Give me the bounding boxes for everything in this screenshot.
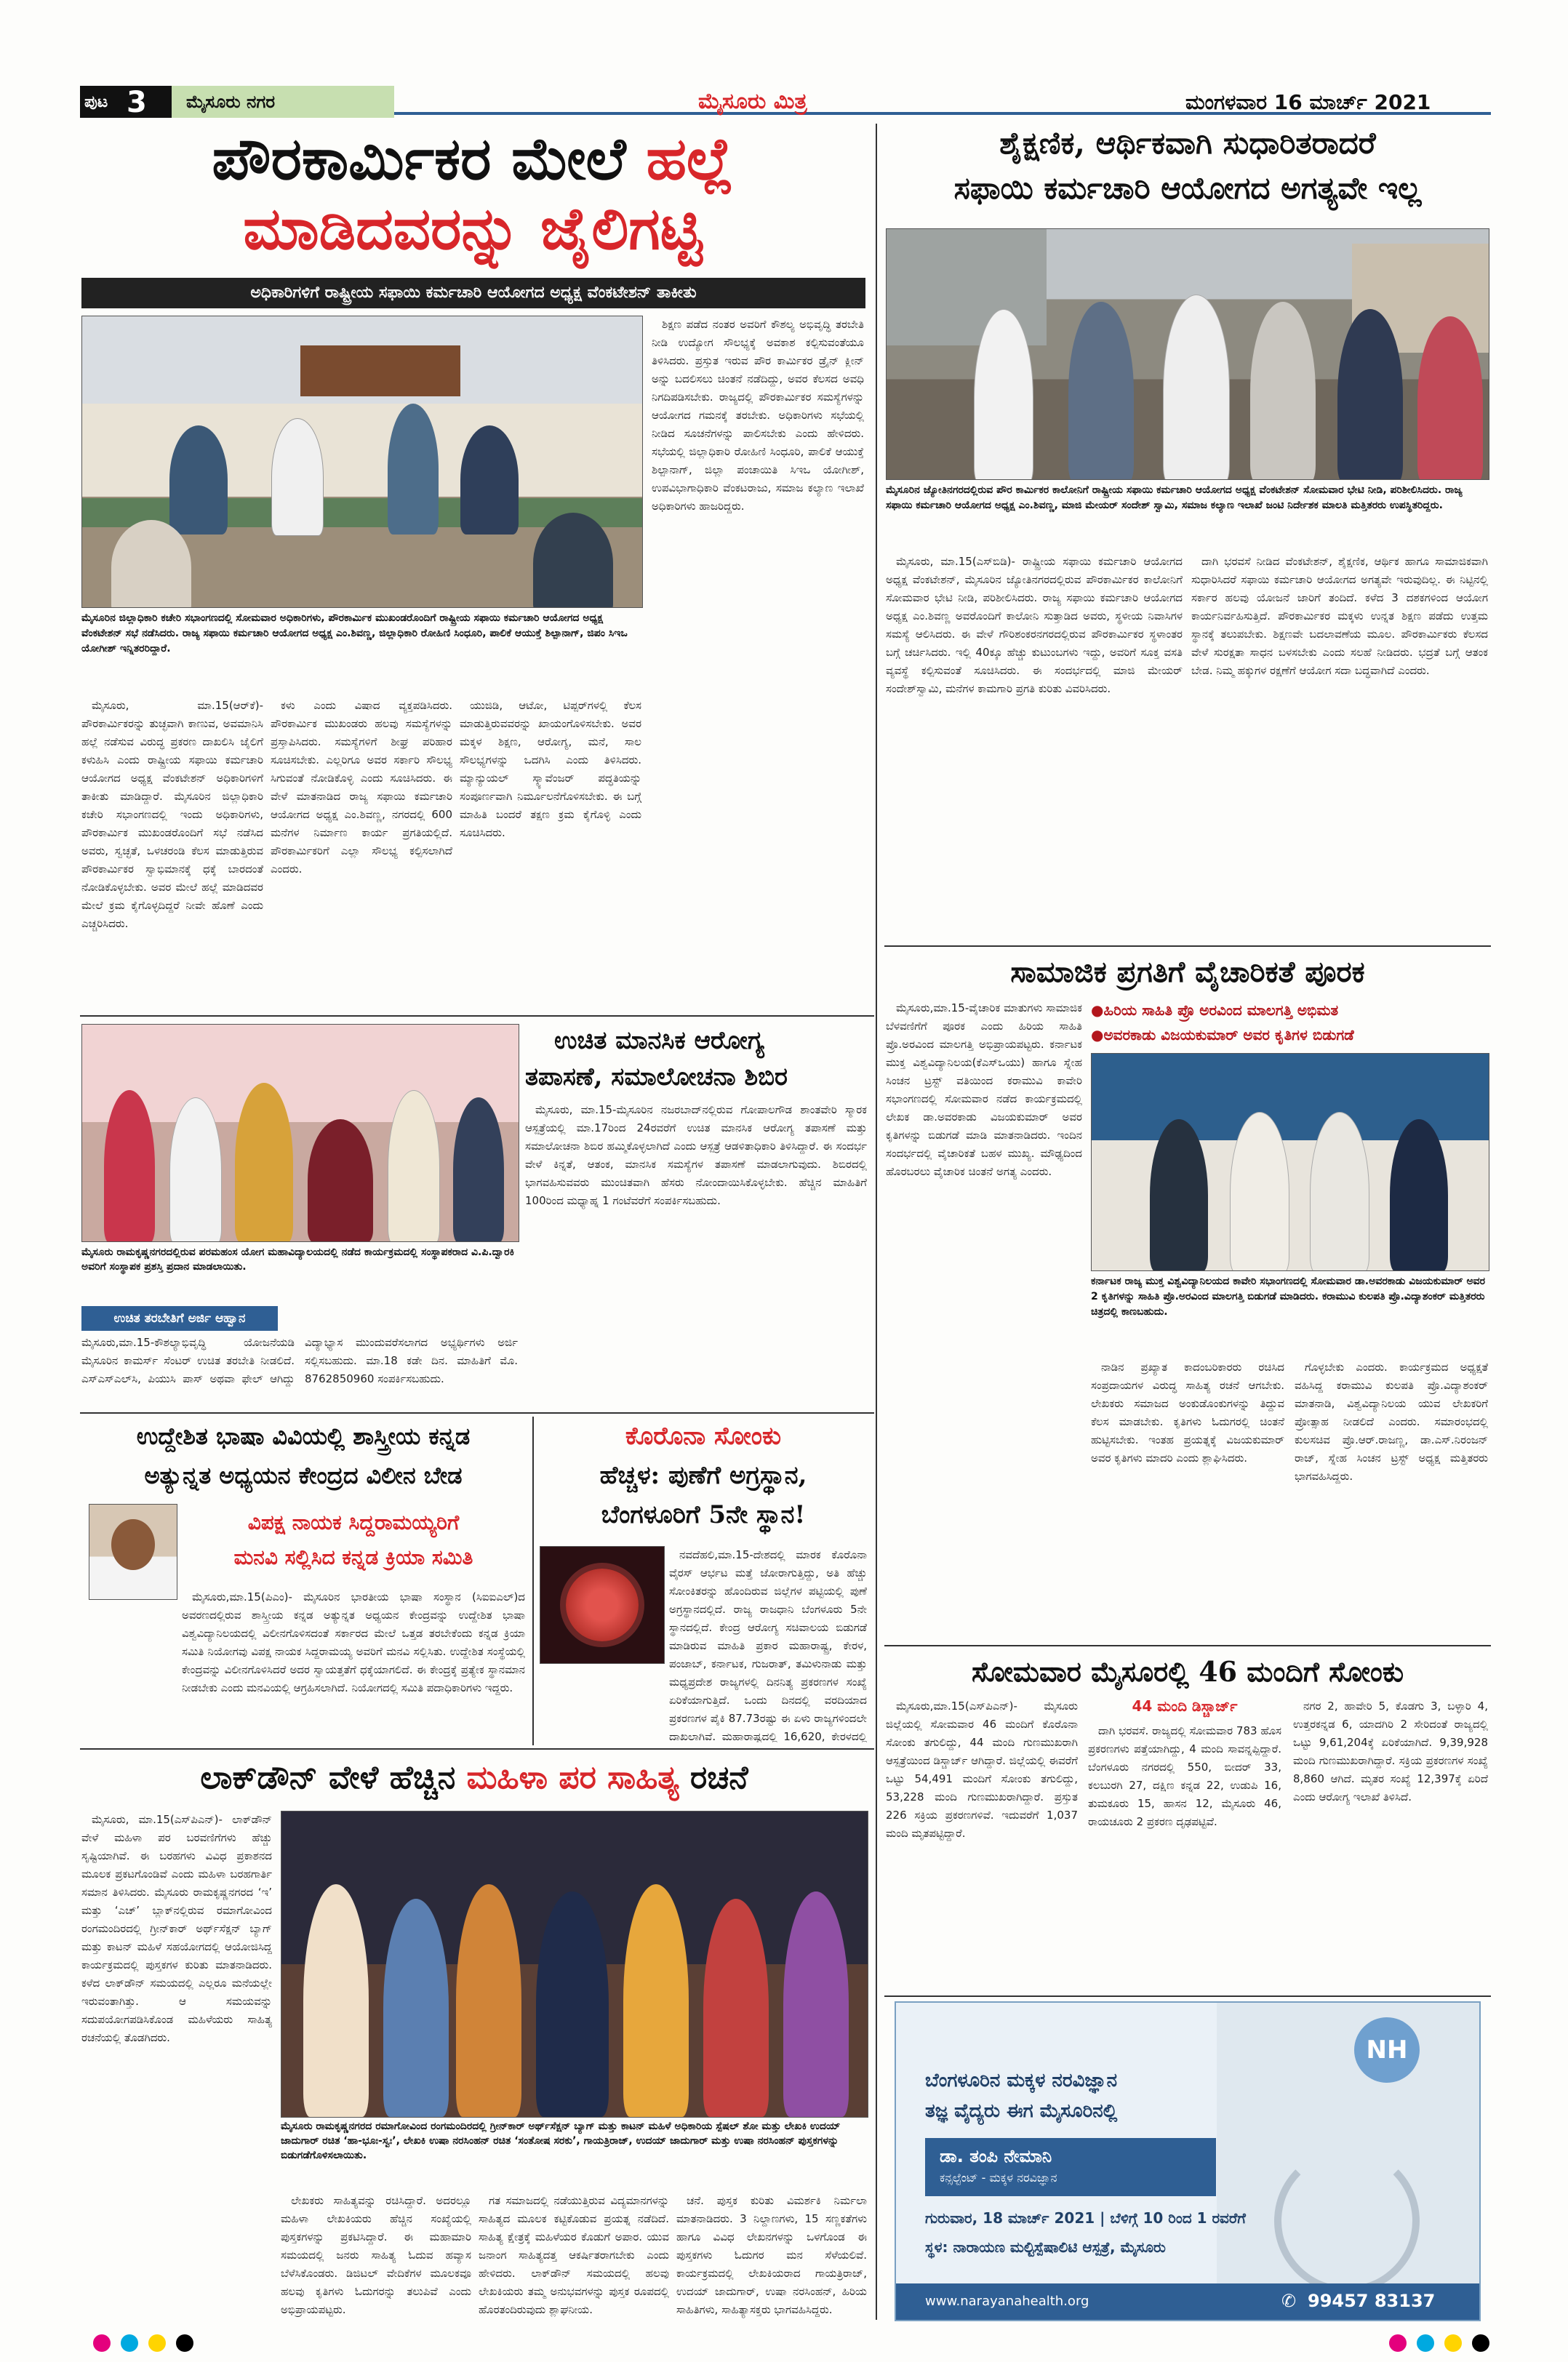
book-release-photo — [281, 1811, 868, 2118]
lead-headline-line-2: ಮಾಡಿದವರನ್ನು ಜೈಲಿಗಟ್ಟಿ — [243, 194, 703, 263]
book-launch-photo — [1091, 1053, 1489, 1271]
virus-icon — [566, 1569, 639, 1641]
masthead — [80, 86, 1491, 118]
doctor-box — [925, 2138, 1216, 2196]
page-date: ಮಂಗಳವಾರ 16 ಮಾರ್ಚ್ 2021 — [1185, 90, 1431, 114]
registration-dot — [1472, 2334, 1489, 2352]
lead-headline-line-1: ಪೌರಕಾರ್ಮಿಕರ ಮೇಲೆ ಹಲ್ಲೆ — [212, 124, 734, 193]
lead-photo-caption: ಮೈಸೂರಿನ ಜಿಲ್ಲಾಧಿಕಾರಿ ಕಚೇರಿ ಸಭಾಂಗಣದಲ್ಲಿ ಸೋಮವಾರ ಅಧಿಕಾರಿಗಳು, ಪೌರಕಾರ್ಮಿಕ ಮುಖಂಡರೊಂದಿಗೆ ರಾಷ್ಟ್ರೀಯ ಸಫಾಯಿ ಕರ್ಮಚಾರಿ ಆಯೋಗದ ಅಧ್ಯಕ್ಷ ವೆಂಕಟೇಶನ್ ಸಭೆ ನಡೆಸಿದರು. ರಾಜ್ಯ ಸಫಾಯಿ ಕರ್ಮಚಾರಿ ಆಯೋಗದ ಅಧ್ಯಕ್ಷ ಎಂ.ಶಿವಣ್ಣ, ಜಿಲ್ಲಾಧಿಕಾರಿ ರೋಹಿಣಿ ಸಿಂಧೂರಿ, ಪಾಲಿಕೆ ಆಯುಕ್ತೆ ಶಿಲ್ಪಾನಾಗ್, ಜಿಪಂ ಸಿಇಒ ಯೋಗೀಶ್ ಇನ್ನಿತರರಿದ್ದಾರೆ. — [81, 612, 628, 654]
paper-name: ಮೈಸೂರು ಮಿತ್ರ — [698, 89, 807, 114]
ad-phone: 99457 83137 — [1308, 2291, 1436, 2311]
corona-body-lower — [540, 1668, 663, 1742]
colony-visit-photo — [886, 228, 1489, 480]
social-body-col-2: ನಾಡಿನ ಪ್ರಖ್ಯಾತ ಕಾದಂಬರಿಕಾರರು ರಚಿಸಿದ ಸಂಪ್ರದಾಯಗಳ ವಿರುದ್ಧ ಸಾಹಿತ್ಯ ರಚನೆ ಆಗಬೇಕು. ಲೇಖಕರು ಸಮಾಜದ ಅಂಕುಡೊಂಕುಗಳನ್ನು ತಿದ್ದುವ ಕೆಲಸ ಮಾಡಬೇಕು. ಕೃತಿಗಳು ಓದುಗರಲ್ಲಿ ಚಿಂತನೆ ಹುಟ್ಟಿಸಬೇಕು. ಇಂತಹ ಪ್ರಯತ್ನಕ್ಕೆ ವಿಜಯಕುಮಾರ್ ಅವರ ಕೃತಿಗಳು ಮಾದರಿ ಎಂದು ಶ್ಲಾಘಿಸಿದರು. — [1091, 1361, 1284, 1465]
coronavirus-image — [540, 1546, 665, 1664]
registration-dot — [121, 2334, 138, 2352]
language-kicker: ವಿಪಕ್ಷ ನಾಯಕ ಸಿದ್ದರಾಮಯ್ಯರಿಗೆ ಮನವಿ ಸಲ್ಲಿಸಿದ ಕನ್ನಡ ಕ್ರಿಯಾ ಸಮಿತಿ — [233, 1510, 473, 1569]
language-body: ಮೈಸೂರು,ಮಾ.15(ಪಿಎಂ)- ಮೈಸೂರಿನ ಭಾರತೀಯ ಭಾಷಾ ಸಂಸ್ಥಾನ (ಸಿಐಐಎಲ್)ದ ಅವರಣದಲ್ಲಿರುವ ಶಾಸ್ತ್ರೀಯ ಕನ್ನಡ ಅತ್ಯುನ್ನತ ಅಧ್ಯಯನ ಕೇಂದ್ರವನ್ನು ಉದ್ದೇಶಿತ ಭಾಷಾ ವಿಶ್ವವಿದ್ಯಾನಿಲಯದಲ್ಲಿ ವಿಲೀನಗೊಳಿಸದಂತೆ ಸರ್ಕಾರದ ಮೇಲೆ ಒತ್ತಡ ತರಬೇಕೆಂದು ಕನ್ನಡ ಕ್ರಿಯಾ ಸಮಿತಿ ನಿಯೋಗವು ವಿಪಕ್ಷ ನಾಯಕ ಸಿದ್ದರಾಮಯ್ಯ ಅವರಿಗೆ ಮನವಿ ಸಲ್ಲಿಸಿತು. ಉದ್ದೇಶಿತ ಸಂಸ್ಥೆಯಲ್ಲಿ ಕೇಂದ್ರವನ್ನು ವಿಲೀನಗೊಳಿಸಿದರೆ ಅದರ ಸ್ವಾಯತ್ತತೆಗೆ ಧಕ್ಕೆಯಾಗಲಿದೆ. ಈ ಕೇಂದ್ರಕ್ಕೆ ಪ್ರತ್ಯೇಕ ಸ್ಥಾನಮಾನ ನೀಡಬೇಕು ಎಂದು ಮನವಿಯಲ್ಲಿ ಆಗ್ರಹಿಸಲಾಗಿದೆ. ನಿಯೋಗದಲ್ಲಿ ಸಮಿತಿ ಪದಾಧಿಕಾರಿಗಳು ಇದ್ದರು. — [182, 1590, 525, 1694]
right-top-body-col-1: ಮೈಸೂರು, ಮಾ.15(ಎಸ್‌ಬಿಡಿ)- ರಾಷ್ಟ್ರೀಯ ಸಫಾಯಿ ಕರ್ಮಚಾರಿ ಆಯೋಗದ ಅಧ್ಯಕ್ಷ ವೆಂಕಟೇಶನ್, ಮೈಸೂರಿನ ಜ್ಯೋತಿನಗರದಲ್ಲಿರುವ ಪೌರಕಾರ್ಮಿಕರ ಕಾಲೋನಿಗೆ ಸೋಮವಾರ ಭೇಟಿ ನೀಡಿ, ಪರಿಶೀಲಿಸಿದರು. ರಾಜ್ಯ ಸಫಾಯಿ ಕರ್ಮಚಾರಿ ಆಯೋಗದ ಅಧ್ಯಕ್ಷ ಎಂ.ಶಿವಣ್ಣ ಅವರೊಂದಿಗೆ ಕಾಲೋನಿ ಸುತ್ತಾಡಿದ ಅವರು, ಸ್ಥಳೀಯ ನಿವಾಸಿಗಳ ಸಮಸ್ಯೆ ಆಲಿಸಿದರು. ಈ ವೇಳೆ ಗೌರಿಶಂಕರನಗರದಲ್ಲಿರುವ ಪೌರಕಾರ್ಮಿಕರ ಸ್ಥಳಾಂತರ ಬಗ್ಗೆ ಚರ್ಚಿಸಿದರು. ಇಲ್ಲಿ 40ಕ್ಕೂ ಹೆಚ್ಚು ಕುಟುಂಬಗಳು ಇದ್ದು, ಅವರಿಗೆ ಸೂಕ್ತ ವಸತಿ ವ್ಯವಸ್ಥೆ ಕಲ್ಪಿಸುವಂತೆ ಸೂಚಿಸಿದರು. ಈ ಸಂದರ್ಭದಲ್ಲಿ ಮಾಜಿ ಮೇಯರ್ ಸಂದೇಶ್‌ಸ್ವಾಮಿ, ಮನೆಗಳ ಕಾಮಗಾರಿ ಪ್ರಗತಿ ಕುರಿತು ವಿವರಿಸಿದರು. — [886, 555, 1183, 695]
literature-headline: ಲಾಕ್‌ಡೌನ್ ವೇಳೆ ಹೆಚ್ಚಿನ ಮಹಿಳಾ ಪರ ಸಾಹಿತ್ಯ ರಚನೆ — [200, 1759, 748, 1796]
language-body-lower — [81, 1604, 176, 1745]
health-camp-headline: ಉಚಿತ ಮಾನಸಿಕ ಆರೋಗ್ಯ ತಪಾಸಣೆ, ಸಮಾಲೋಚನಾ ಶಿಬಿರ — [525, 1026, 788, 1092]
page-number: 3 — [127, 86, 147, 119]
registration-dot — [93, 2334, 111, 2352]
covid-body-col-3: ನಗರ 2, ಹಾವೇರಿ 5, ಕೊಡಗು 3, ಬಳ್ಳಾರಿ 4, ಉತ್ತರಕನ್ನಡ 6, ಯಾದಗಿರಿ 2 ಸೇರಿದಂತೆ ರಾಜ್ಯದಲ್ಲಿ ಒಟ್ಟು 9,61,204ಕ್ಕೆ ಏರಿಕೆಯಾಗಿದೆ. 9,39,928 ಮಂದಿ ಗುಣಮುಖರಾಗಿದ್ದಾರೆ. ಸಕ್ರಿಯ ಪ್ರಕರಣಗಳ ಸಂಖ್ಯೆ 8,860 ಆಗಿದೆ. ಮೃತರ ಸಂಖ್ಯೆ 12,397ಕ್ಕೆ ಏರಿದೆ ಎಂದು ಆರೋಗ್ಯ ಇಲಾಖೆ ತಿಳಿಸಿದೆ. — [1293, 1700, 1488, 1803]
language-headline: ಉದ್ದೇಶಿತ ಭಾಷಾ ವಿವಿಯಲ್ಲಿ ಶಾಸ್ತ್ರೀಯ ಕನ್ನಡ ಅತ್ಯುನ್ನತ ಅಧ್ಯಯನ ಕೇಂದ್ರದ ವಿಲೀನ ಬೇಡ — [136, 1422, 471, 1489]
book-launch-caption: ಕರ್ನಾಟಕ ರಾಜ್ಯ ಮುಕ್ತ ವಿಶ್ವವಿದ್ಯಾನಿಲಯದ ಕಾವೇರಿ ಸಭಾಂಗಣದಲ್ಲಿ ಸೋಮವಾರ ಡಾ.ಅವರಕಾಡು ವಿಜಯಕುಮಾರ್ ಅವರ 2 ಕೃತಿಗಳನ್ನು ಸಾಹಿತಿ ಪ್ರೊ.ಅರವಿಂದ ಮಾಲಗತ್ತಿ ಬಿಡುಗಡೆ ಮಾಡಿದರು. ಕರಾಮುವಿ ಕುಲಪತಿ ಪ್ರೊ.ವಿದ್ಯಾಶಂಕರ್ ಮತ್ತಿತರರು ಚಿತ್ರದಲ್ಲಿ ಕಾಣಬಹುದು. — [1091, 1276, 1486, 1318]
covid-body-col-1: ಮೈಸೂರು,ಮಾ.15(ಎಸ್‌ಪಿಎನ್)- ಮೈಸೂರು ಜಿಲ್ಲೆಯಲ್ಲಿ ಸೋಮವಾರ 46 ಮಂದಿಗೆ ಕೊರೊನಾ ಸೋಂಕು ತಗುಲಿದ್ದು, 44 ಮಂದಿ ಗುಣಮುಖರಾಗಿ ಆಸ್ಪತ್ರೆಯಿಂದ ಡಿಸ್ಚಾರ್ಜ್ ಆಗಿದ್ದಾರೆ. ಜಿಲ್ಲೆಯಲ್ಲಿ ಈವರೆಗೆ ಒಟ್ಟು 54,491 ಮಂದಿಗೆ ಸೋಂಕು ತಗುಲಿದ್ದು, 53,228 ಮಂದಿ ಗುಣಮುಖರಾಗಿದ್ದಾರೆ. ಪ್ರಸ್ತುತ 226 ಸಕ್ರಿಯ ಪ್ರಕರಣಗಳಿವೆ. ಇದುವರೆಗೆ 1,037 ಮಂದಿ ಮೃತಪಟ್ಟಿದ್ದಾರೆ. — [886, 1700, 1078, 1840]
literature-body-col-3: ಗತ ಸಮಾಜದಲ್ಲಿ ನಡೆಯುತ್ತಿರುವ ವಿದ್ಯಮಾನಗಳನ್ನು ಸಾಹಿತ್ಯದ ಮೂಲಕ ಕಟ್ಟಿಕೊಡುವ ಪ್ರಯತ್ನ ನಡೆದಿದೆ. ಸಾಹಿತ್ಯ ಕ್ಷೇತ್ರಕ್ಕೆ ಮಹಿಳೆಯರ ಕೊಡುಗೆ ಅಪಾರ. ಯುವ ಜನಾಂಗ ಸಾಹಿತ್ಯದತ್ತ ಆಕರ್ಷಿತರಾಗಬೇಕು ಎಂದು ಹೇಳಿದರು. ಲಾಕ್‌ಡೌನ್ ಸಮಯದಲ್ಲಿ ಹಲವು ಲೇಖಕಿಯರು ತಮ್ಮ ಅನುಭವಗಳನ್ನು ಪುಸ್ತಕ ರೂಪದಲ್ಲಿ ಹೊರತಂದಿರುವುದು ಶ್ಲಾಘನೀಯ. — [479, 2194, 669, 2316]
literature-body-col-2: ಲೇಖಕರು ಸಾಹಿತ್ಯವನ್ನು ರಚಿಸಿದ್ದಾರೆ. ಅದರಲ್ಲೂ ಮಹಿಳಾ ಲೇಖಕಿಯರು ಹೆಚ್ಚಿನ ಸಂಖ್ಯೆಯಲ್ಲಿ ಪುಸ್ತಕಗಳನ್ನು ಪ್ರಕಟಿಸಿದ್ದಾರೆ. ಈ ಮಹಾಮಾರಿ ಸಮಯದಲ್ಲಿ ಜನರು ಸಾಹಿತ್ಯ ಓದುವ ಹವ್ಯಾಸ ಬೆಳೆಸಿಕೊಂಡರು. ಡಿಜಿಟಲ್ ವೇದಿಕೆಗಳ ಮೂಲಕವೂ ಹಲವು ಕೃತಿಗಳು ಓದುಗರನ್ನು ತಲುಪಿವೆ ಎಂದು ಅಭಿಪ್ರಾಯಪಟ್ಟರು. — [281, 2194, 471, 2316]
doctor-title: ಕನ್ಸಲ್ಟೆಂಟ್ - ಮಕ್ಕಳ ನರವಿಜ್ಞಾನ — [940, 2171, 1057, 2185]
social-headline: ಸಾಮಾಜಿಕ ಪ್ರಗತಿಗೆ ವೈಚಾರಿಕತೆ ಪೂರಕ — [1010, 955, 1365, 989]
award-photo-caption: ಮೈಸೂರು ರಾಮಕೃಷ್ಣನಗರದಲ್ಲಿರುವ ಪರಮಹಂಸ ಯೋಗ ಮಹಾವಿದ್ಯಾಲಯದಲ್ಲಿ ನಡೆದ ಕಾರ್ಯಕ್ರಮದಲ್ಲಿ ಸಂಸ್ಥಾಪಕರಾದ ವಿ.ಪಿ.ದ್ವಾರಕಿ ಅವರಿಗೆ ಸಂಸ್ಥಾಪಕ ಪ್ರಶಸ್ತಿ ಪ್ರದಾನ ಮಾಡಲಾಯಿತು. — [81, 1246, 515, 1273]
ad-venue: ಸ್ಥಳ: ನಾರಾಯಣ ಮಲ್ಟಿಸ್ಪೆಷಾಲಿಟಿ ಆಸ್ಪತ್ರೆ, ಮೈಸೂರು — [925, 2238, 1166, 2256]
phone-icon: ✆ — [1281, 2291, 1297, 2311]
literature-body-col-4: ಚನೆ. ಪುಸ್ತಕ ಕುರಿತು ವಿಮರ್ಶಕಿ ನಿರ್ಮಲಾ ಮಾತನಾಡಿದರು. 3 ನಿಲ್ದಾಣಗಳು, 15 ಸಣ್ಣಕತೆಗಳು ಹಾಗೂ ವಿವಿಧ ಲೇಖನಗಳನ್ನು ಒಳಗೊಂಡ ಈ ಪುಸ್ತಕಗಳು ಓದುಗರ ಮನ ಸೆಳೆಯಲಿವೆ. ಕಾರ್ಯಕ್ರಮದಲ್ಲಿ ಲೇಖಕಿಯರಾದ ಗಾಯತ್ರಿರಾಜ್, ಉದಯ್ ಜಾದುಗಾರ್, ಉಷಾ ನರಸಿಂಹನ್, ಹಿರಿಯ ಸಾಹಿತಿಗಳು, ಸಾಹಿತ್ಯಾಸಕ್ತರು ಭಾಗವಹಿಸಿದ್ದರು. — [676, 2194, 867, 2316]
award-ceremony-photo — [81, 1024, 519, 1242]
registration-dot — [148, 2334, 166, 2352]
right-top-body-col-2: ದಾಗಿ ಭರವಸೆ ನೀಡಿದ ವೆಂಕಟೇಶನ್, ಶೈಕ್ಷಣಿಕ, ಆರ್ಥಿಕ ಹಾಗೂ ಸಾಮಾಜಿಕವಾಗಿ ಸುಧಾರಿಸಿದರೆ ಸಫಾಯಿ ಕರ್ಮಚಾರಿ ಆಯೋಗದ ಅಗತ್ಯವೇ ಇರುವುದಿಲ್ಲ. ಈ ನಿಟ್ಟಿನಲ್ಲಿ ಸರ್ಕಾರ ಹಲವು ಯೋಜನೆ ಜಾರಿಗೆ ತಂದಿದೆ. ಕಳೆದ 3 ದಶಕಗಳಿಂದ ಆಯೋಗ ಕಾರ್ಯನಿರ್ವಹಿಸುತ್ತಿದೆ. ಪೌರಕಾರ್ಮಿಕರ ಮಕ್ಕಳು ಉನ್ನತ ಶಿಕ್ಷಣ ಪಡೆದು ಉತ್ತಮ ಸ್ಥಾನಕ್ಕೆ ತಲುಪಬೇಕು. ಶಿಕ್ಷಣವೇ ಬದಲಾವಣೆಯ ಮೂಲ. ಪೌರಕಾರ್ಮಿಕರು ಕೆಲಸದ ವೇಳೆ ಸುರಕ್ಷತಾ ಸಾಧನ ಬಳಸಬೇಕು ಎಂದು ಸಲಹೆ ನೀಡಿದರು. ಭದ್ರತೆ ಬಗ್ಗೆ ಆತಂಕ ಬೇಡ. ನಿಮ್ಮ ಹಕ್ಕುಗಳ ರಕ್ಷಣೆಗೆ ಆಯೋಗ ಸದಾ ಬದ್ಧವಾಗಿದೆ ಎಂದರು. — [1191, 555, 1488, 677]
corona-body: ನವದೆಹಲಿ,ಮಾ.15-ದೇಶದಲ್ಲಿ ಮಾರಕ ಕೊರೊನಾ ವೈರಸ್ ಆರ್ಭಟ ಮತ್ತೆ ಜೋರಾಗುತ್ತಿದ್ದು, ಅತಿ ಹೆಚ್ಚು ಸೋಂಕಿತರನ್ನು ಹೊಂದಿರುವ ಜಿಲ್ಲೆಗಳ ಪಟ್ಟಿಯಲ್ಲಿ ಪುಣೆ ಅಗ್ರಸ್ಥಾನದಲ್ಲಿದೆ. ರಾಜ್ಯ ರಾಜಧಾನಿ ಬೆಂಗಳೂರು 5ನೇ ಸ್ಥಾನದಲ್ಲಿದೆ. ಕೇಂದ್ರ ಆರೋಗ್ಯ ಸಚಿವಾಲಯ ಬಿಡುಗಡೆ ಮಾಡಿರುವ ಮಾಹಿತಿ ಪ್ರಕಾರ ಮಹಾರಾಷ್ಟ್ರ, ಕೇರಳ, ಪಂಜಾಬ್, ಕರ್ನಾಟಕ, ಗುಜರಾತ್, ತಮಿಳುನಾಡು ಮತ್ತು ಮಧ್ಯಪ್ರದೇಶ ರಾಜ್ಯಗಳಲ್ಲಿ ದಿನನಿತ್ಯ ಪ್ರಕರಣಗಳ ಸಂಖ್ಯೆ ಏರಿಕೆಯಾಗುತ್ತಿದೆ. ಒಂದು ದಿನದಲ್ಲಿ ವರದಿಯಾದ ಪ್ರಕರಣಗಳ ಪೈಕಿ 87.73ರಷ್ಟು ಈ ಏಳು ರಾಜ್ಯಗಳಿಂದಲೇ ದಾಖಲಾಗಿವೆ. ಮಹಾರಾಷ್ಟ್ರದಲ್ಲಿ 16,620, ಕೇರಳದಲ್ಲಿ — [669, 1548, 867, 1742]
book-release-caption: ಮೈಸೂರು ರಾಮಕೃಷ್ಣನಗರದ ರಮಾಗೋವಿಂದ ರಂಗಮಂದಿರದಲ್ಲಿ ಗ್ರೀನ್‌ಕಾರ್ ಅರ್ಥ್‌ಸೆಕ್ಷನ್ ಬ್ಯಾಗ್ ಮತ್ತು ಕಾಟನ್ ಮಹಿಳೆ ಅಧಿಕಾರಿಯ ಸ್ಪೆಷಲ್ ಶೋ ಮತ್ತು ಲೇಖಕಿ ಉದಯ್ ಜಾದುಗಾರ್ ರಚಿತ ‘ಹಾ-ಭೂಃ-ಸ್ವಃ’, ಲೇಖಕಿ ಉಷಾ ನರಸಿಂಹನ್ ರಚಿತ ‘ಸಂತೋಷ ಸರಕು’, ಗಾಯತ್ರಿರಾಜ್, ಉದಯ್ ಜಾದುಗಾರ್ ಮತ್ತು ಉಷಾ ನರಸಿಂಹನ್ ಪುಸ್ತಕಗಳನ್ನು ಬಿಡುಗಡೆಗೊಳಿಸಲಾಯಿತು. — [281, 2121, 841, 2161]
registration-dot — [1389, 2334, 1407, 2352]
lead-meeting-photo — [81, 316, 643, 608]
lead-body-col-3: ಯುಜಿಡಿ, ಆಟೋ, ಟಿಪ್ಪರ್‌ಗಳಲ್ಲಿ ಕೆಲಸ ಮಾಡುತ್ತಿರುವವರನ್ನು ಖಾಯಂಗೊಳಿಸಬೇಕು. ಅವರ ಮಕ್ಕಳ ಶಿಕ್ಷಣ, ಆರೋಗ್ಯ, ಮನೆ, ಸಾಲ ಸೌಲಭ್ಯಗಳನ್ನು ಒದಗಿಸಿ ಎಂದು ತಿಳಿಸಿದರು. ಮ್ಯಾನ್ಯುಯಲ್ ಸ್ಕ್ಯಾವೆಂಜರ್ ಪದ್ಧತಿಯನ್ನು ಸಂಪೂರ್ಣವಾಗಿ ನಿರ್ಮೂಲನೆಗೊಳಿಸಬೇಕು. ಈ ಬಗ್ಗೆ ಮಾಹಿತಿ ಬಂದರೆ ತಕ್ಷಣ ಕ್ರಮ ಕೈಗೊಳ್ಳಿ ಎಂದು ಸೂಚಿಸಿದರು. — [460, 699, 641, 839]
registration-dot — [1417, 2334, 1434, 2352]
ad-website: www.narayanahealth.org — [925, 2294, 1089, 2309]
corona-headline: ಕೊರೊನಾ ಸೋಂಕು ಹೆಚ್ಚಳ: ಪುಣೆಗೆ ಅಗ್ರಸ್ಥಾನ, ಬೆಂಗಳೂರಿಗೆ 5ನೇ ಸ್ಥಾನ! — [599, 1422, 807, 1529]
ad-schedule: ಗುರುವಾರ, 18 ಮಾರ್ಚ್ 2021 | ಬೆಳಿಗ್ಗೆ 10 ರಿಂದ 1 ರವರೆಗೆ — [925, 2209, 1246, 2227]
covid-subhead: 44 ಮಂದಿ ಡಿಸ್ಚಾರ್ಜ್ — [1132, 1697, 1238, 1715]
training-label: ಉಚಿತ ತರಬೇತಿಗೆ ಅರ್ಜಿ ಆಹ್ವಾನ — [81, 1306, 278, 1331]
health-camp-body: ಮೈಸೂರು, ಮಾ.15-ಮೈಸೂರಿನ ನಜರಬಾದ್‌ನಲ್ಲಿರುವ ಗೋಪಾಲಗೌಡ ಶಾಂತವೇರಿ ಸ್ಮಾರಕ ಆಸ್ಪತ್ರೆಯಲ್ಲಿ ಮಾ.17ರಿಂದ 24ರವರೆಗೆ ಉಚಿತ ಮಾನಸಿಕ ಆರೋಗ್ಯ ತಪಾಸಣೆ ಮತ್ತು ಸಮಾಲೋಚನಾ ಶಿಬಿರ ಹಮ್ಮಿಕೊಳ್ಳಲಾಗಿದೆ ಎಂದು ಆಸ್ಪತ್ರೆ ಆಡಳಿತಾಧಿಕಾರಿ ತಿಳಿಸಿದ್ದಾರೆ. ಈ ಸಂದರ್ಭ ವೇಳೆ ಕಿನ್ನತೆ, ಆತಂಕ, ಮಾನಸಿಕ ಸಮಸ್ಯೆಗಳ ತಪಾಸಣೆ ಮಾಡಲಾಗುವುದು. ಶಿಬಿರದಲ್ಲಿ ಭಾಗವಹಿಸುವವರು ಮುಂಚಿತವಾಗಿ ಹೆಸರು ನೋಂದಾಯಿಸಿಕೊಳ್ಳಬೇಕು. ಹೆಚ್ಚಿನ ಮಾಹಿತಿಗೆ 100ರಿಂದ ಮಧ್ಯಾಹ್ನ 1 ಗಂಟೆವರೆಗೆ ಸಂಪರ್ಕಿಸಬಹುದು. — [525, 1103, 867, 1207]
lead-body-col-1: ಮೈಸೂರು, ಮಾ.15(ಆರ್‌ಕೆ)- ಪೌರಕಾರ್ಮಿಕರನ್ನು ತುಚ್ಛವಾಗಿ ಕಾಣುವ, ಅವಮಾನಿಸಿ ಹಲ್ಲೆ ನಡೆಸುವ ವಿರುದ್ಧ ಪ್ರಕರಣ ದಾಖಲಿಸಿ ಜೈಲಿಗೆ ಕಳುಹಿಸಿ ಎಂದು ರಾಷ್ಟ್ರೀಯ ಸಫಾಯಿ ಕರ್ಮಚಾರಿ ಆಯೋಗದ ಅಧ್ಯಕ್ಷ ವೆಂಕಟೇಶನ್ ಅಧಿಕಾರಿಗಳಿಗೆ ತಾಕೀತು ಮಾಡಿದ್ದಾರೆ. ಮೈಸೂರಿನ ಜಿಲ್ಲಾಧಿಕಾರಿ ಕಚೇರಿ ಸಭಾಂಗಣದಲ್ಲಿ ಇಂದು ಅಧಿಕಾರಿಗಳು, ಪೌರಕಾರ್ಮಿಕ ಮುಖಂಡರೊಂದಿಗೆ ಸಭೆ ನಡೆಸಿದ ಅವರು, ಸ್ವಚ್ಛತೆ, ಒಳಚರಂಡಿ ಕೆಲಸ ಮಾಡುತ್ತಿರುವ ಪೌರಕಾರ್ಮಿಕರ ಸ್ವಾಭಿಮಾನಕ್ಕೆ ಧಕ್ಕೆ ಬಾರದಂತೆ ನೋಡಿಕೊಳ್ಳಬೇಕು. ಅವರ ಮೇಲೆ ಹಲ್ಲೆ ಮಾಡಿದವರ ಮೇಲೆ ಕ್ರಮ ಕೈಗೊಳ್ಳದಿದ್ದರೆ ನೀವೇ ಹೊಣೆ ಎಂದು ಎಚ್ಚರಿಸಿದರು. — [81, 699, 263, 930]
social-body-col-1: ಮೈಸೂರು,ಮಾ.15-ವೈಚಾರಿಕ ಮಾತುಗಳು ಸಾಮಾಜಿಕ ಬೆಳವಣಿಗೆಗೆ ಪೂರಕ ಎಂದು ಹಿರಿಯ ಸಾಹಿತಿ ಪ್ರೊ.ಅರವಿಂದ ಮಾಲಗತ್ತಿ ಅಭಿಪ್ರಾಯಪಟ್ಟರು. ಕರ್ನಾಟಕ ಮುಕ್ತ ವಿಶ್ವವಿದ್ಯಾನಿಲಯ(ಕೆಎಸ್‌ಒಯು) ಹಾಗೂ ಸ್ನೇಹ ಸಿಂಚನ ಟ್ರಸ್ಟ್ ವತಿಯಿಂದ ಕರಾಮುವಿ ಕಾವೇರಿ ಸಭಾಂಗಣದಲ್ಲಿ ಸೋಮವಾರ ನಡೆದ ಕಾರ್ಯಕ್ರಮದಲ್ಲಿ ಲೇಖಕ ಡಾ.ಅವರಕಾಡು ವಿಜಯಕುಮಾರ್ ಅವರ ಕೃತಿಗಳನ್ನು ಬಿಡುಗಡೆ ಮಾಡಿ ಮಾತನಾಡಿದರು. ಇಂದಿನ ಸಂದರ್ಭದಲ್ಲಿ ವೈಚಾರಿಕತೆ ಬಹಳ ಮುಖ್ಯ. ಮೌಢ್ಯದಿಂದ ಹೊರಬರಲು ವೈಚಾರಿಕ ಚಿಂತನೆ ಅಗತ್ಯ ಎಂದರು. — [886, 1001, 1082, 1178]
lead-headline — [80, 124, 865, 269]
right-top-headline: ಶೈಕ್ಷಣಿಕ, ಆರ್ಥಿಕವಾಗಿ ಸುಧಾರಿತರಾದರೆ ಸಫಾಯಿ ಕರ್ಮಚಾರಿ ಆಯೋಗದ ಅಗತ್ಯವೇ ಇಲ್ಲ — [953, 125, 1422, 206]
section-label-box — [172, 86, 394, 118]
headline-highlight: ಮಹಿಳಾ ಪರ ಸಾಹಿತ್ಯ — [466, 1759, 679, 1796]
ad-headline: ಬೆಂಗಳೂರಿನ ಮಕ್ಕಳ ನರವಿಜ್ಞಾನ ತಜ್ಞ ವೈದ್ಯರು ಈಗ ಮೈಸೂರಿನಲ್ಲಿ — [925, 2070, 1118, 2122]
section-label: ಮೈಸೂರು ನಗರ — [186, 92, 276, 112]
colony-photo-caption: ಮೈಸೂರಿನ ಜ್ಯೋತಿನಗರದಲ್ಲಿರುವ ಪೌರ ಕಾರ್ಮಿಕರ ಕಾಲೋನಿಗೆ ರಾಷ್ಟ್ರೀಯ ಸಫಾಯಿ ಕರ್ಮಚಾರಿ ಆಯೋಗದ ಅಧ್ಯಕ್ಷ ವೆಂಕಟೇಶನ್ ಸೋಮವಾರ ಭೇಟಿ ನೀಡಿ, ಪರಿಶೀಲಿಸಿದರು. ರಾಜ್ಯ ಸಫಾಯಿ ಕರ್ಮಚಾರಿ ಆಯೋಗದ ಅಧ್ಯಕ್ಷ ಎಂ.ಶಿವಣ್ಣ, ಮಾಜಿ ಮೇಯರ್ ಸಂದೇಶ್ ಸ್ವಾಮಿ, ಸಮಾಜ ಕಲ್ಯಾಣ ಇಲಾಖೆ ಜಂಟಿ ನಿರ್ದೇಶಕ ಮಾಲತಿ ಮತ್ತಿತರರು ಉಪಸ್ಥಿತರಿದ್ದರು. — [886, 484, 1463, 511]
covid-mysuru-headline: ಸೋಮವಾರ ಮೈಸೂರಲ್ಲಿ 46 ಮಂದಿಗೆ ಸೋಂಕು — [971, 1655, 1404, 1688]
page-number-box — [80, 86, 172, 118]
page-label: ಪುಟ — [84, 93, 108, 111]
covid-body-col-2: ದಾಗಿ ಭರವಸೆ. ರಾಜ್ಯದಲ್ಲಿ ಸೋಮವಾರ 783 ಹೊಸ ಪ್ರಕರಣಗಳು ಪತ್ತೆಯಾಗಿದ್ದು, 4 ಮಂದಿ ಸಾವನ್ನಪ್ಪಿದ್ದಾರೆ. ಬೆಂಗಳೂರು ನಗರದಲ್ಲಿ 550, ಬೀದರ್ 33, ಕಲಬುರಗಿ 27, ದಕ್ಷಿಣ ಕನ್ನಡ 22, ಉಡುಪಿ 16, ತುಮಕೂರು 15, ಹಾಸನ 12, ಮೈಸೂರು 46, ರಾಯಚೂರು 2 ಪ್ರಕರಣ ದೃಢಪಟ್ಟಿವೆ. — [1088, 1724, 1281, 1828]
registration-dot — [1444, 2334, 1462, 2352]
lead-subhead: ಅಧಿಕಾರಿಗಳಿಗೆ ರಾಷ್ಟ್ರೀಯ ಸಫಾಯಿ ಕರ್ಮಚಾರಿ ಆಯೋಗದ ಅಧ್ಯಕ್ಷ ವೆಂಕಟೇಶನ್ ತಾಕೀತು — [81, 278, 865, 308]
training-body: ಮೈಸೂರು,ಮಾ.15-ಕೌಶಲ್ಯಾಭಿವೃದ್ಧಿ ಯೋಜನೆಯಡಿ ಮೈಸೂರಿನ ಕಾಮರ್ಸ್ ಸೆಂಟರ್ ಉಚಿತ ತರಬೇತಿ ನೀಡಲಿದೆ. ಎಸ್‌ಎಸ್‌ಎಲ್‌ಸಿ, ಪಿಯುಸಿ ಪಾಸ್ ಅಥವಾ ಫೇಲ್ ಆಗಿದ್ದು ವಿದ್ಯಾಭ್ಯಾಸ ಮುಂದುವರೆಸಲಾಗದ ಅಭ್ಯರ್ಥಿಗಳು ಅರ್ಜಿ ಸಲ್ಲಿಸಬಹುದು. ಮಾ.18 ಕಡೇ ದಿನ. ಮಾಹಿತಿಗೆ ಮೊ. 8762850960 ಸಂಪರ್ಕಿಸಬಹುದು. — [81, 1336, 518, 1385]
nh-logo: NH — [1354, 2017, 1420, 2083]
headline-highlight: ಹಲ್ಲೆ — [646, 124, 734, 193]
registration-dot — [176, 2334, 193, 2352]
hospital-ad — [895, 2001, 1481, 2321]
doctor-name: ಡಾ. ತಂಪಿ ನೇಮಾನಿ — [940, 2146, 1052, 2166]
lead-body-col-2: ಕಳು ಎಂದು ವಿಷಾದ ವ್ಯಕ್ತಪಡಿಸಿದರು. ಪೌರಕಾರ್ಮಿಕ ಮುಖಂಡರು ಹಲವು ಸಮಸ್ಯೆಗಳನ್ನು ಪ್ರಸ್ತಾಪಿಸಿದರು. ಸಮಸ್ಯೆಗಳಿಗೆ ಶೀಘ್ರ ಪರಿಹಾರ ಸೂಚಿಸಬೇಕು. ಎಲ್ಲರಿಗೂ ಅವರ ಸರ್ಕಾರಿ ಸೌಲಭ್ಯ ಸಿಗುವಂತೆ ನೋಡಿಕೊಳ್ಳಿ ಎಂದು ಸೂಚಿಸಿದರು. ಈ ವೇಳೆ ಮಾತನಾಡಿದ ರಾಜ್ಯ ಸಫಾಯಿ ಕರ್ಮಚಾರಿ ಆಯೋಗದ ಅಧ್ಯಕ್ಷ ಎಂ.ಶಿವಣ್ಣ, ನಗರದಲ್ಲಿ 600 ಮನೆಗಳ ನಿರ್ಮಾಣ ಕಾರ್ಯ ಪ್ರಗತಿಯಲ್ಲಿದೆ. ಪೌರಕಾರ್ಮಿಕರಿಗೆ ಎಲ್ಲಾ ಸೌಲಭ್ಯ ಕಲ್ಪಿಸಲಾಗಿದೆ ಎಂದರು. — [271, 699, 452, 876]
ad-footer — [896, 2283, 1481, 2321]
social-body-col-3: ಗೊಳ್ಳಬೇಕು ಎಂದರು. ಕಾರ್ಯಕ್ರಮದ ಅಧ್ಯಕ್ಷತೆ ವಹಿಸಿದ್ದ ಕರಾಮುವಿ ಕುಲಪತಿ ಪ್ರೊ.ವಿದ್ಯಾಶಂಕರ್ ಮಾತನಾಡಿ, ವಿಶ್ವವಿದ್ಯಾನಿಲಯ ಯುವ ಲೇಖಕರಿಗೆ ಪ್ರೋತ್ಸಾಹ ನೀಡಲಿದೆ ಎಂದರು. ಸಮಾರಂಭದಲ್ಲಿ ಕುಲಸಚಿವ ಪ್ರೊ.ಆರ್.ರಾಜಣ್ಣ, ಡಾ.ಎಸ್.ನಿರಂಜನ್ ರಾಜ್, ಸ್ನೇಹ ಸಿಂಚನ ಟ್ರಸ್ಟ್ ಅಧ್ಯಕ್ಷ ಮತ್ತಿತರರು ಭಾಗವಹಿಸಿದ್ದರು. — [1295, 1361, 1488, 1483]
siddaramaiah-portrait — [89, 1504, 177, 1600]
social-bullets: ●ಹಿರಿಯ ಸಾಹಿತಿ ಪ್ರೊ ಅರವಿಂದ ಮಾಲಗತ್ತಿ ಅಭಿಮತ ●ಅವರಕಾಡು ವಿಜಯಕುಮಾರ್ ಅವರ ಕೃತಿಗಳ ಬಿಡುಗಡೆ — [1091, 1001, 1354, 1044]
literature-body-col-1: ಮೈಸೂರು, ಮಾ.15(ಎಸ್‌ಪಿಎನ್)- ಲಾಕ್‌ಡೌನ್ ವೇಳೆ ಮಹಿಳಾ ಪರ ಬರವಣಿಗೆಗಳು ಹೆಚ್ಚು ಸೃಷ್ಟಿಯಾಗಿವೆ. ಈ ಬರಹಗಳು ವಿವಿಧ ಪ್ರಕಾಶನದ ಮೂಲಕ ಪ್ರಕಟಗೊಂಡಿವೆ ಎಂದು ಮಹಿಳಾ ಬರಹಗಾರ್ತಿ ಸಮಾನ ತಿಳಿಸಿದರು. ಮೈಸೂರು ರಾಮಕೃಷ್ಣನಗರದ ‘ಇ’ ಮತ್ತು ‘ಎಚ್’ ಬ್ಲಾಕ್‌ನಲ್ಲಿರುವ ರಮಾಗೋವಿಂದ ರಂಗಮಂದಿರದಲ್ಲಿ ಗ್ರೀನ್‌ಕಾರ್ ಅರ್ಥ್‌ಸೆಕ್ಷನ್ ಬ್ಯಾಗ್ ಮತ್ತು ಕಾಟನ್ ಮಹಿಳೆ ಸಹಯೋಗದಲ್ಲಿ ಆಯೋಜಿಸಿದ್ದ ಕಾರ್ಯಕ್ರಮದಲ್ಲಿ ಪುಸ್ತಕಗಳ ಕುರಿತು ಮಾತನಾಡಿದರು. ಕಳೆದ ಲಾಕ್‌ಡೌನ್ ಸಮಯದಲ್ಲಿ ಎಲ್ಲರೂ ಮನೆಯಲ್ಲೇ ಇರುವಂತಾಗಿತ್ತು. ಆ ಸಮಯವನ್ನು ಸದುಪಯೋಗಪಡಿಸಿಕೊಂಡ ಮಹಿಳೆಯರು ಸಾಹಿತ್ಯ ರಚನೆಯಲ್ಲಿ ತೊಡಗಿದರು. — [81, 1813, 272, 2044]
lead-body-col-4: ಶಿಕ್ಷಣ ಪಡೆದ ನಂತರ ಅವರಿಗೆ ಕೌಶಲ್ಯ ಅಭಿವೃದ್ಧಿ ತರಬೇತಿ ನೀಡಿ ಉದ್ಯೋಗ ಸೌಲಭ್ಯಕ್ಕೆ ಅವಕಾಶ ಕಲ್ಪಿಸುವಂತೆಯೂ ತಿಳಿಸಿದರು. ಪ್ರಸ್ತುತ ಇರುವ ಪೌರ ಕಾರ್ಮಿಕರ ಡ್ರೈನ್ ಕ್ಲೀನ್ ಅನ್ನು ಬದಲಿಸಲು ಚಿಂತನೆ ನಡೆದಿದ್ದು, ಅವರ ಕೆಲಸದ ಅವಧಿ ನಿಗದಿಪಡಿಸಬೇಕು. ರಾಜ್ಯದಲ್ಲಿ ಪೌರಕಾರ್ಮಿಕರ ಸಮಸ್ಯೆಗಳನ್ನು ಆಯೋಗದ ಗಮನಕ್ಕೆ ತರಬೇಕು. ಅಧಿಕಾರಿಗಳು ಸಭೆಯಲ್ಲಿ ನೀಡಿದ ಸೂಚನೆಗಳನ್ನು ಪಾಲಿಸಬೇಕು ಎಂದು ಹೇಳಿದರು. ಸಭೆಯಲ್ಲಿ ಜಿಲ್ಲಾಧಿಕಾರಿ ರೋಹಿಣಿ ಸಿಂಧೂರಿ, ಪಾಲಿಕೆ ಆಯುಕ್ತೆ ಶಿಲ್ಪಾನಾಗ್, ಜಿಲ್ಲಾ ಪಂಚಾಯಿತಿ ಸಿಇಒ ಯೋಗೀಶ್, ಉಪವಿಭಾಗಾಧಿಕಾರಿ ವೆಂಕಟರಾಜು, ಸಮಾಜ ಕಲ್ಯಾಣ ಇಲಾಖೆ ಅಧಿಕಾರಿಗಳು ಹಾಜರಿದ್ದರು. — [652, 318, 864, 513]
